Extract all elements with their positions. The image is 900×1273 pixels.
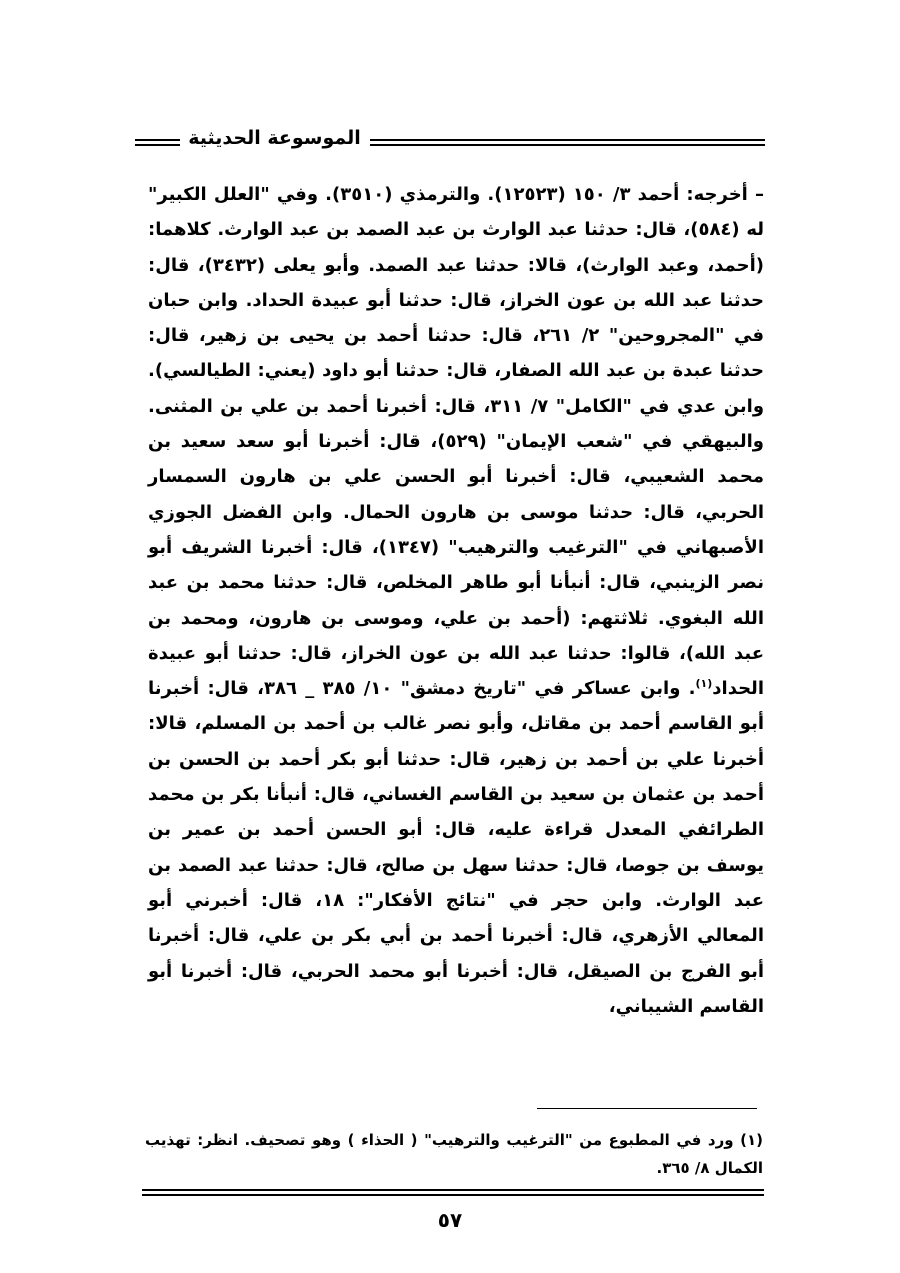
main-text	[148, 177, 764, 1024]
footnote: (١) ورد في المطبوع من "الترغيب والترهيب" ( الحذاء ) وهو تصحيف. انظر: تهذيب الكمال ٨/ ٣٦٥.	[145, 1131, 763, 1177]
bottom-rule	[142, 1189, 764, 1196]
header-title: الموسوعة الحديثية	[188, 127, 361, 149]
main-text-part-2: . وابن عساكر في "تاريخ دمشق" ١٠/ ٣٨٥ _ ٣٨٦، قال: أخبرنا أبو القاسم أحمد بن مقاتل، وأبو نصر غالب بن أحمد بن المسلم، قالا: أخبرنا علي بن أحمد بن زهير، قال: حدثنا أبو بكر أحمد بن الحسن بن أحمد بن عثمان بن سعيد بن القاسم الغساني، قال: أنبأنا بكر بن محمد الطرائفي المعدل قراءة عليه، قال: أبو الحسن أحمد بن عمير بن يوسف بن جوصا، قال: حدثنا سهل بن صالح، قال: حدثنا عبد الصمد بن عبد الوارث. وابن حجر في "نتائج الأفكار": ١٨، قال: أخبرني أبو المعالي الأزهري، قال: أخبرنا أحمد بن أبي بكر بن علي، قال: أخبرنا أبو الفرج بن الصيقل، قال: أخبرنا أبو محمد الحربي، قال: أخبرنا أبو القاسم الشيباني،	[148, 678, 764, 1017]
page-number: ٥٧	[437, 1208, 463, 1232]
running-header	[135, 125, 765, 161]
footnote-separator	[537, 1108, 757, 1109]
header-rule-right	[370, 139, 765, 147]
main-text-part-1: – أخرجه: أحمد ٣/ ١٥٠ (١٢٥٢٣). والترمذي (٣٥١٠). وفي "العلل الكبير" له (٥٨٤)، قال: حدثنا عبد الوارث بن عبد الصمد بن عبد الوارث. كلاهما: (أحمد، وعبد الوارث)، قالا: حدثنا عبد الصمد. وأبو يعلى (٣٤٣٢)، قال: حدثنا عبد الله بن عون الخراز، قال: حدثنا أبو عبيدة الحداد. وابن حبان في "المجروحين" ٢/ ٢٦١، قال: حدثنا أحمد بن يحيى بن زهير، قال: حدثنا عبدة بن عبد الله الصفار، قال: حدثنا أبو داود (يعني: الطيالسي). وابن عدي في "الكامل" ٧/ ٣١١، قال: أخبرنا أحمد بن علي بن المثنى. والبيهقي في "شعب الإيمان" (٥٢٩)، قال: أخبرنا أبو سعد سعيد بن محمد الشعيبي، قال: أخبرنا أبو الحسن علي بن هارون السمسار الحربي، قال: حدثنا موسى بن هارون الحمال. وابن الفضل الجوزي الأصبهاني في "الترغيب والترهيب" (١٣٤٧)، قال: أخبرنا الشريف أبو نصر الزينبي، قال: أنبأنا أبو طاهر المخلص، قال: حدثنا محمد بن عبد الله البغوي. ثلاثتهم: (أحمد بن علي، وموسى بن هارون، ومحمد بن عبد الله)، قالوا: حدثنا عبد الله بن عون الخراز، قال: حدثنا أبو عبيدة الحداد	[148, 184, 765, 700]
header-rule-left	[135, 139, 180, 147]
footnote-marker[interactable]: (١)	[695, 677, 713, 691]
